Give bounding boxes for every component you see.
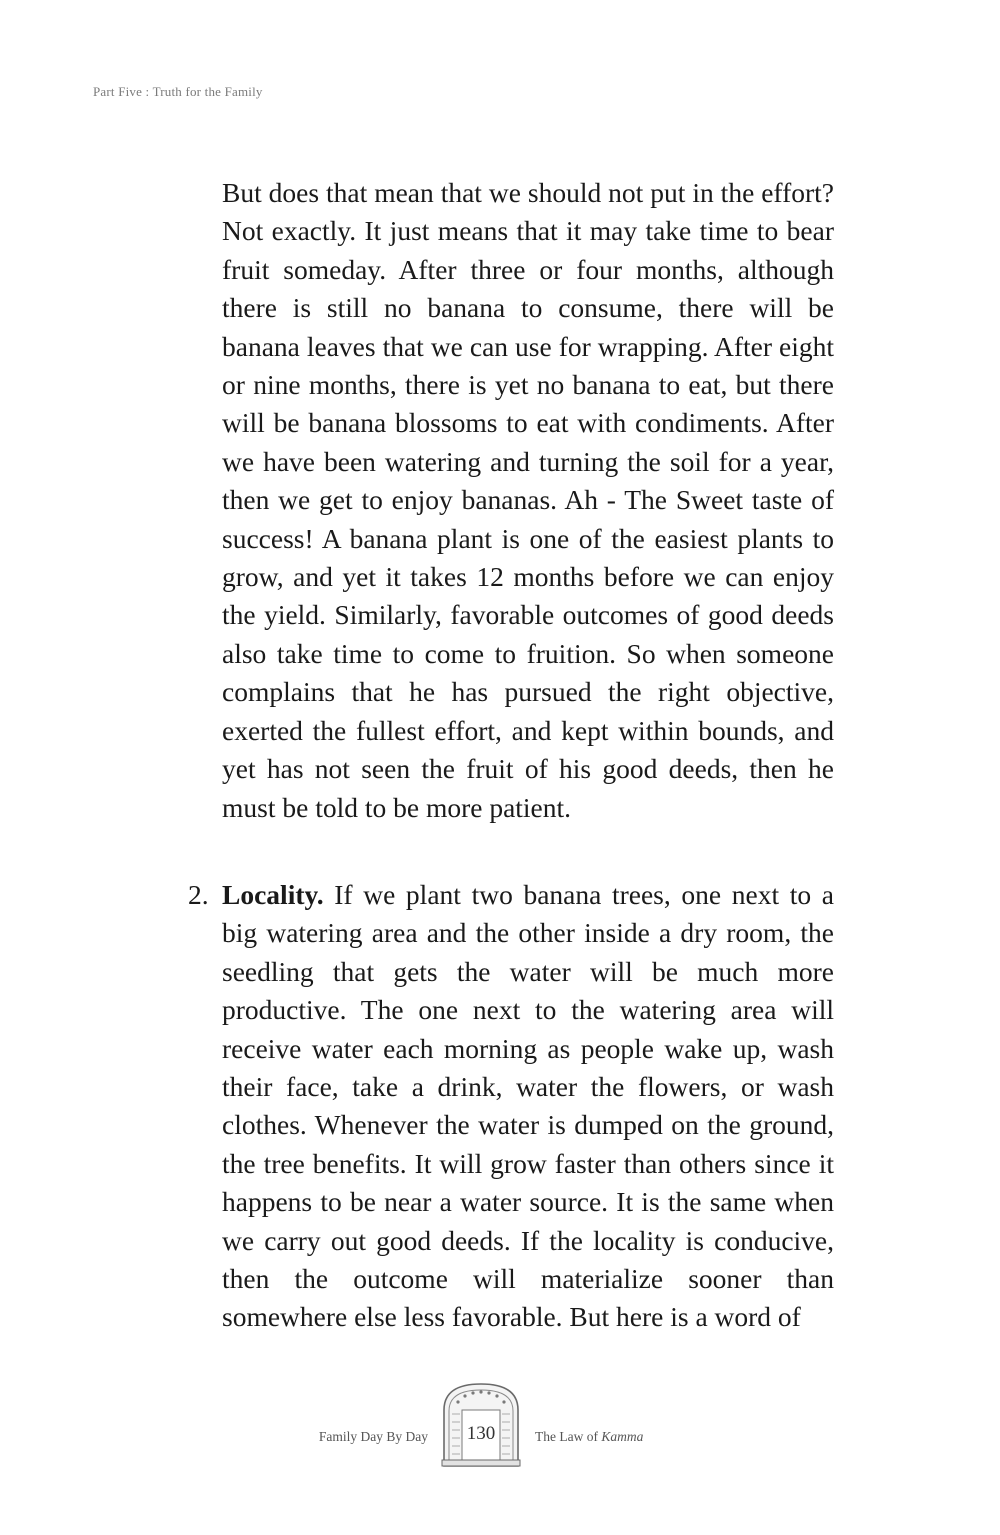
list-item-title: Locality.: [222, 879, 324, 910]
footer-section-title: [535, 1429, 643, 1445]
page-number: 130: [466, 1423, 496, 1444]
footer-book-title: Family Day By Day: [318, 1429, 428, 1444]
list-item-number: 2.: [188, 879, 209, 910]
page-footer: [0, 1380, 1000, 1480]
list-item-text: If we plant two banana trees, one next to a big watering area and the other inside a dry room, the seedling that gets the water will be much more productive. The one next to the watering area will receive water each morning as people wake up, wash their face, take a drink, water the flowers, or wash clothes. Whenever the water is dumped on the ground, the tree benefits. It will grow faster than others since it happens to be near a water source. It is the same when we carry out good deeds. If the locality is conducive, then the outcome will materialize sooner than somewhere else less favorable. But here is a word of: [222, 879, 834, 1333]
footer-section-emphasis: Kamma: [601, 1429, 644, 1444]
body-paragraph: But does that mean that we should not put in the effort? Not exactly. It just means that it may take time to bear fruit someday. After three or four months, although there is still no banana to consume, there will be banana leaves that we can use for wrapping. After eight or nine months, there is yet no banana to eat, but there will be banana blossoms to eat with condiments. After we have been watering and turning the soil for a year, then we get to enjoy bananas. Ah - The Sweet taste of success! A banana plant is one of the easiest plants to grow, and yet it takes 12 months before we can enjoy the yield. Similarly, favorable outcomes of good deeds also take time to come to fruition. So when someone complains that he has pursued the right objective, exerted the fullest effort, and kept within bounds, and yet has not seen the fruit of his good deeds, then he must be told to be more patient.: [222, 177, 834, 823]
running-header: Part Five : Truth for the Family: [93, 84, 263, 99]
numbered-list: [188, 876, 834, 1337]
footer-section-prefix: The Law of: [535, 1429, 602, 1444]
list-item: [188, 876, 834, 1337]
